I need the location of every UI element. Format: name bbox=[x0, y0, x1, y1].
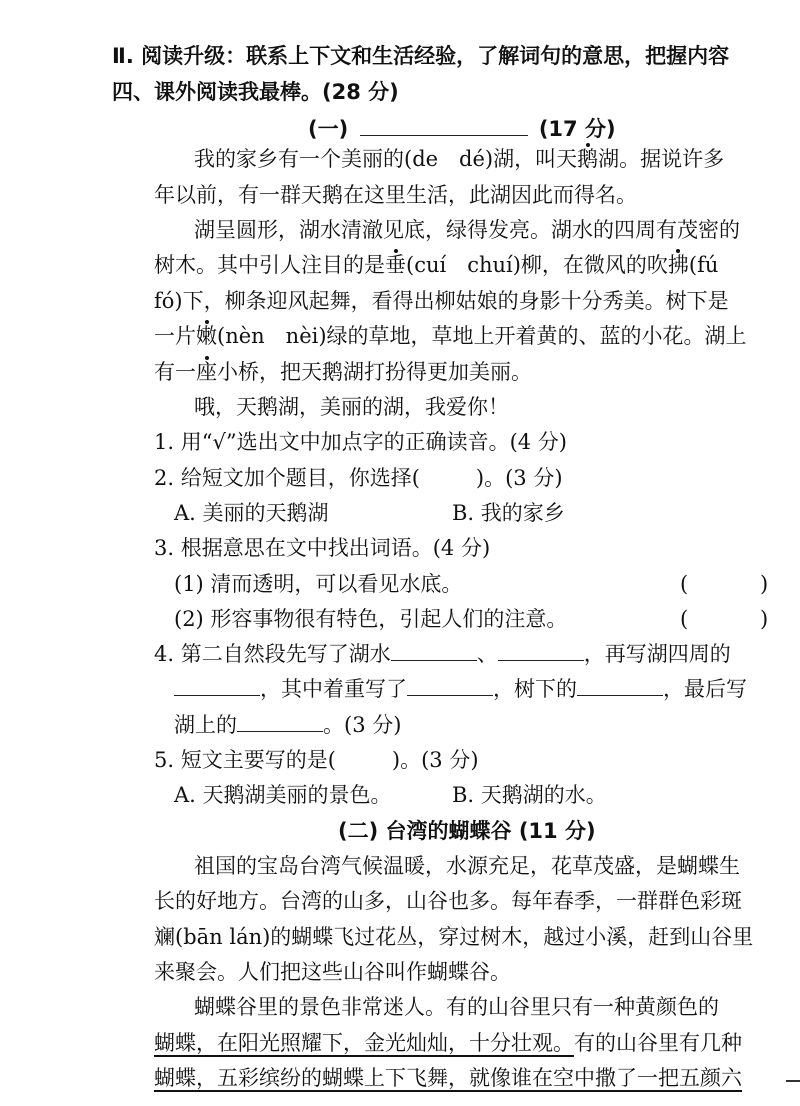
passage1-line: 树木。其中引人注目的是垂(cuí chuí)柳，在微风的吹拂(fú bbox=[154, 253, 719, 277]
passage1-line: 有一座小桥，把天鹅湖打扮得更加美丽。 bbox=[154, 360, 532, 384]
question-4-end: 湖上的 。(3 分) bbox=[174, 713, 402, 737]
passage1-line: 哦，天鹅湖，美丽的湖，我爱你！ bbox=[194, 395, 509, 419]
passage1-heading-prefix: (一) bbox=[308, 117, 349, 141]
dotted-char: 鹅 bbox=[577, 147, 599, 171]
passage2-line: 斓(bān lán)的蝴蝶飞过花丛，穿过树木，越过小溪，赶到山谷里 bbox=[154, 925, 754, 949]
passage1-line: fó)下，柳条迎风起舞，看得出柳姑娘的身影十分秀美。树下是 bbox=[154, 289, 729, 313]
question-3-answer-paren-right[interactable]: ) bbox=[760, 572, 769, 596]
dotted-char: 拂 bbox=[667, 253, 689, 277]
question-5: 5. 短文主要写的是( )。(3 分) bbox=[154, 748, 479, 772]
passage2-line: 蝴蝶，在阳光照耀下，金光灿灿，十分壮观。有的山谷里有几种 bbox=[154, 1031, 742, 1055]
question-3: 3. 根据意思在文中找出词语。(4 分) bbox=[154, 536, 491, 560]
question-3-answer-paren-right[interactable]: ) bbox=[760, 607, 769, 631]
question-3-answer-paren-left[interactable]: ( bbox=[680, 572, 689, 596]
question-4: 4. 第二自然段先写了湖水 、 ，再写湖四周的 bbox=[154, 642, 731, 666]
question-4-cont: ，其中着重写了 ，树下的 ，最后写 bbox=[174, 675, 747, 703]
answer-blank[interactable] bbox=[237, 711, 323, 732]
question-2-option-a: A. 美丽的天鹅湖 bbox=[174, 501, 329, 525]
passage2-line: 祖国的宝岛台湾气候温暖，水源充足，花草茂盛，是蝴蝶生 bbox=[194, 854, 740, 878]
passage1-line: 一片嫩(nèn nèi)绿的草地，草地上开着黄的、蓝的小花。湖上 bbox=[154, 324, 747, 348]
passage1-line: 年以前，有一群天鹅在这里生活，此湖因此而得名。 bbox=[154, 183, 637, 207]
answer-blank[interactable] bbox=[498, 640, 584, 661]
question-2-option-b: B. 我的家乡 bbox=[452, 501, 565, 525]
title-answer-blank[interactable] bbox=[360, 115, 528, 136]
passage2-line-underlined: 蝴蝶，五彩缤纷的蝴蝶上下飞舞，就像谁在空中撒了一把五颜六 bbox=[154, 1066, 742, 1090]
dotted-char: 嫩 bbox=[196, 324, 217, 348]
question-2: 2. 给短文加个题目，你选择( )。(3 分) bbox=[154, 466, 563, 490]
question-3-item-2: (2) 形容事物很有特色，引起人们的注意。 bbox=[174, 607, 568, 631]
section-header-line1: Ⅱ. 阅读升级：联系上下文和生活经验，了解词句的意思，把握内容 bbox=[112, 44, 730, 68]
section-header-line2: 四、课外阅读我最棒。(28 分) bbox=[112, 80, 399, 104]
answer-blank[interactable] bbox=[391, 640, 477, 661]
question-5-option-b: B. 天鹅湖的水。 bbox=[452, 783, 607, 807]
dotted-char: 垂 bbox=[385, 253, 406, 277]
passage1-heading-score: (17 分) bbox=[538, 117, 616, 141]
passage1-heading bbox=[308, 115, 616, 143]
page-edge-mark bbox=[786, 1080, 800, 1082]
underlined-sentence: 蝴蝶，在阳光照耀下，金光灿灿，十分壮观。 bbox=[154, 1031, 574, 1055]
question-3-item-1: (1) 清而透明，可以看见水底。 bbox=[174, 572, 463, 596]
passage1-line: 我的家乡有一个美丽的(de dé)湖，叫天鹅湖。据说许多 bbox=[194, 147, 725, 171]
question-3-answer-paren-left[interactable]: ( bbox=[680, 607, 689, 631]
passage1-line: 湖呈圆形，湖水清澈见底，绿得发亮。湖水的四周有茂密的 bbox=[194, 218, 740, 242]
question-5-option-a: A. 天鹅湖美丽的景色。 bbox=[174, 783, 392, 807]
answer-blank[interactable] bbox=[174, 675, 260, 696]
dotted-char: 座 bbox=[196, 360, 217, 384]
passage2-line: 蝴蝶谷里的景色非常迷人。有的山谷里只有一种黄颜色的 bbox=[194, 995, 719, 1019]
answer-blank[interactable] bbox=[407, 675, 493, 696]
passage2-line: 来聚会。人们把这些山谷叫作蝴蝶谷。 bbox=[154, 960, 511, 984]
answer-blank[interactable] bbox=[577, 675, 663, 696]
passage2-heading: (二) 台湾的蝴蝶谷 (11 分) bbox=[338, 819, 596, 843]
question-1: 1. 用“√”选出文中加点字的正确读音。(4 分) bbox=[154, 430, 567, 454]
passage2-line: 长的好地方。台湾的山多，山谷也多。每年春季，一群群色彩斑 bbox=[154, 889, 742, 913]
